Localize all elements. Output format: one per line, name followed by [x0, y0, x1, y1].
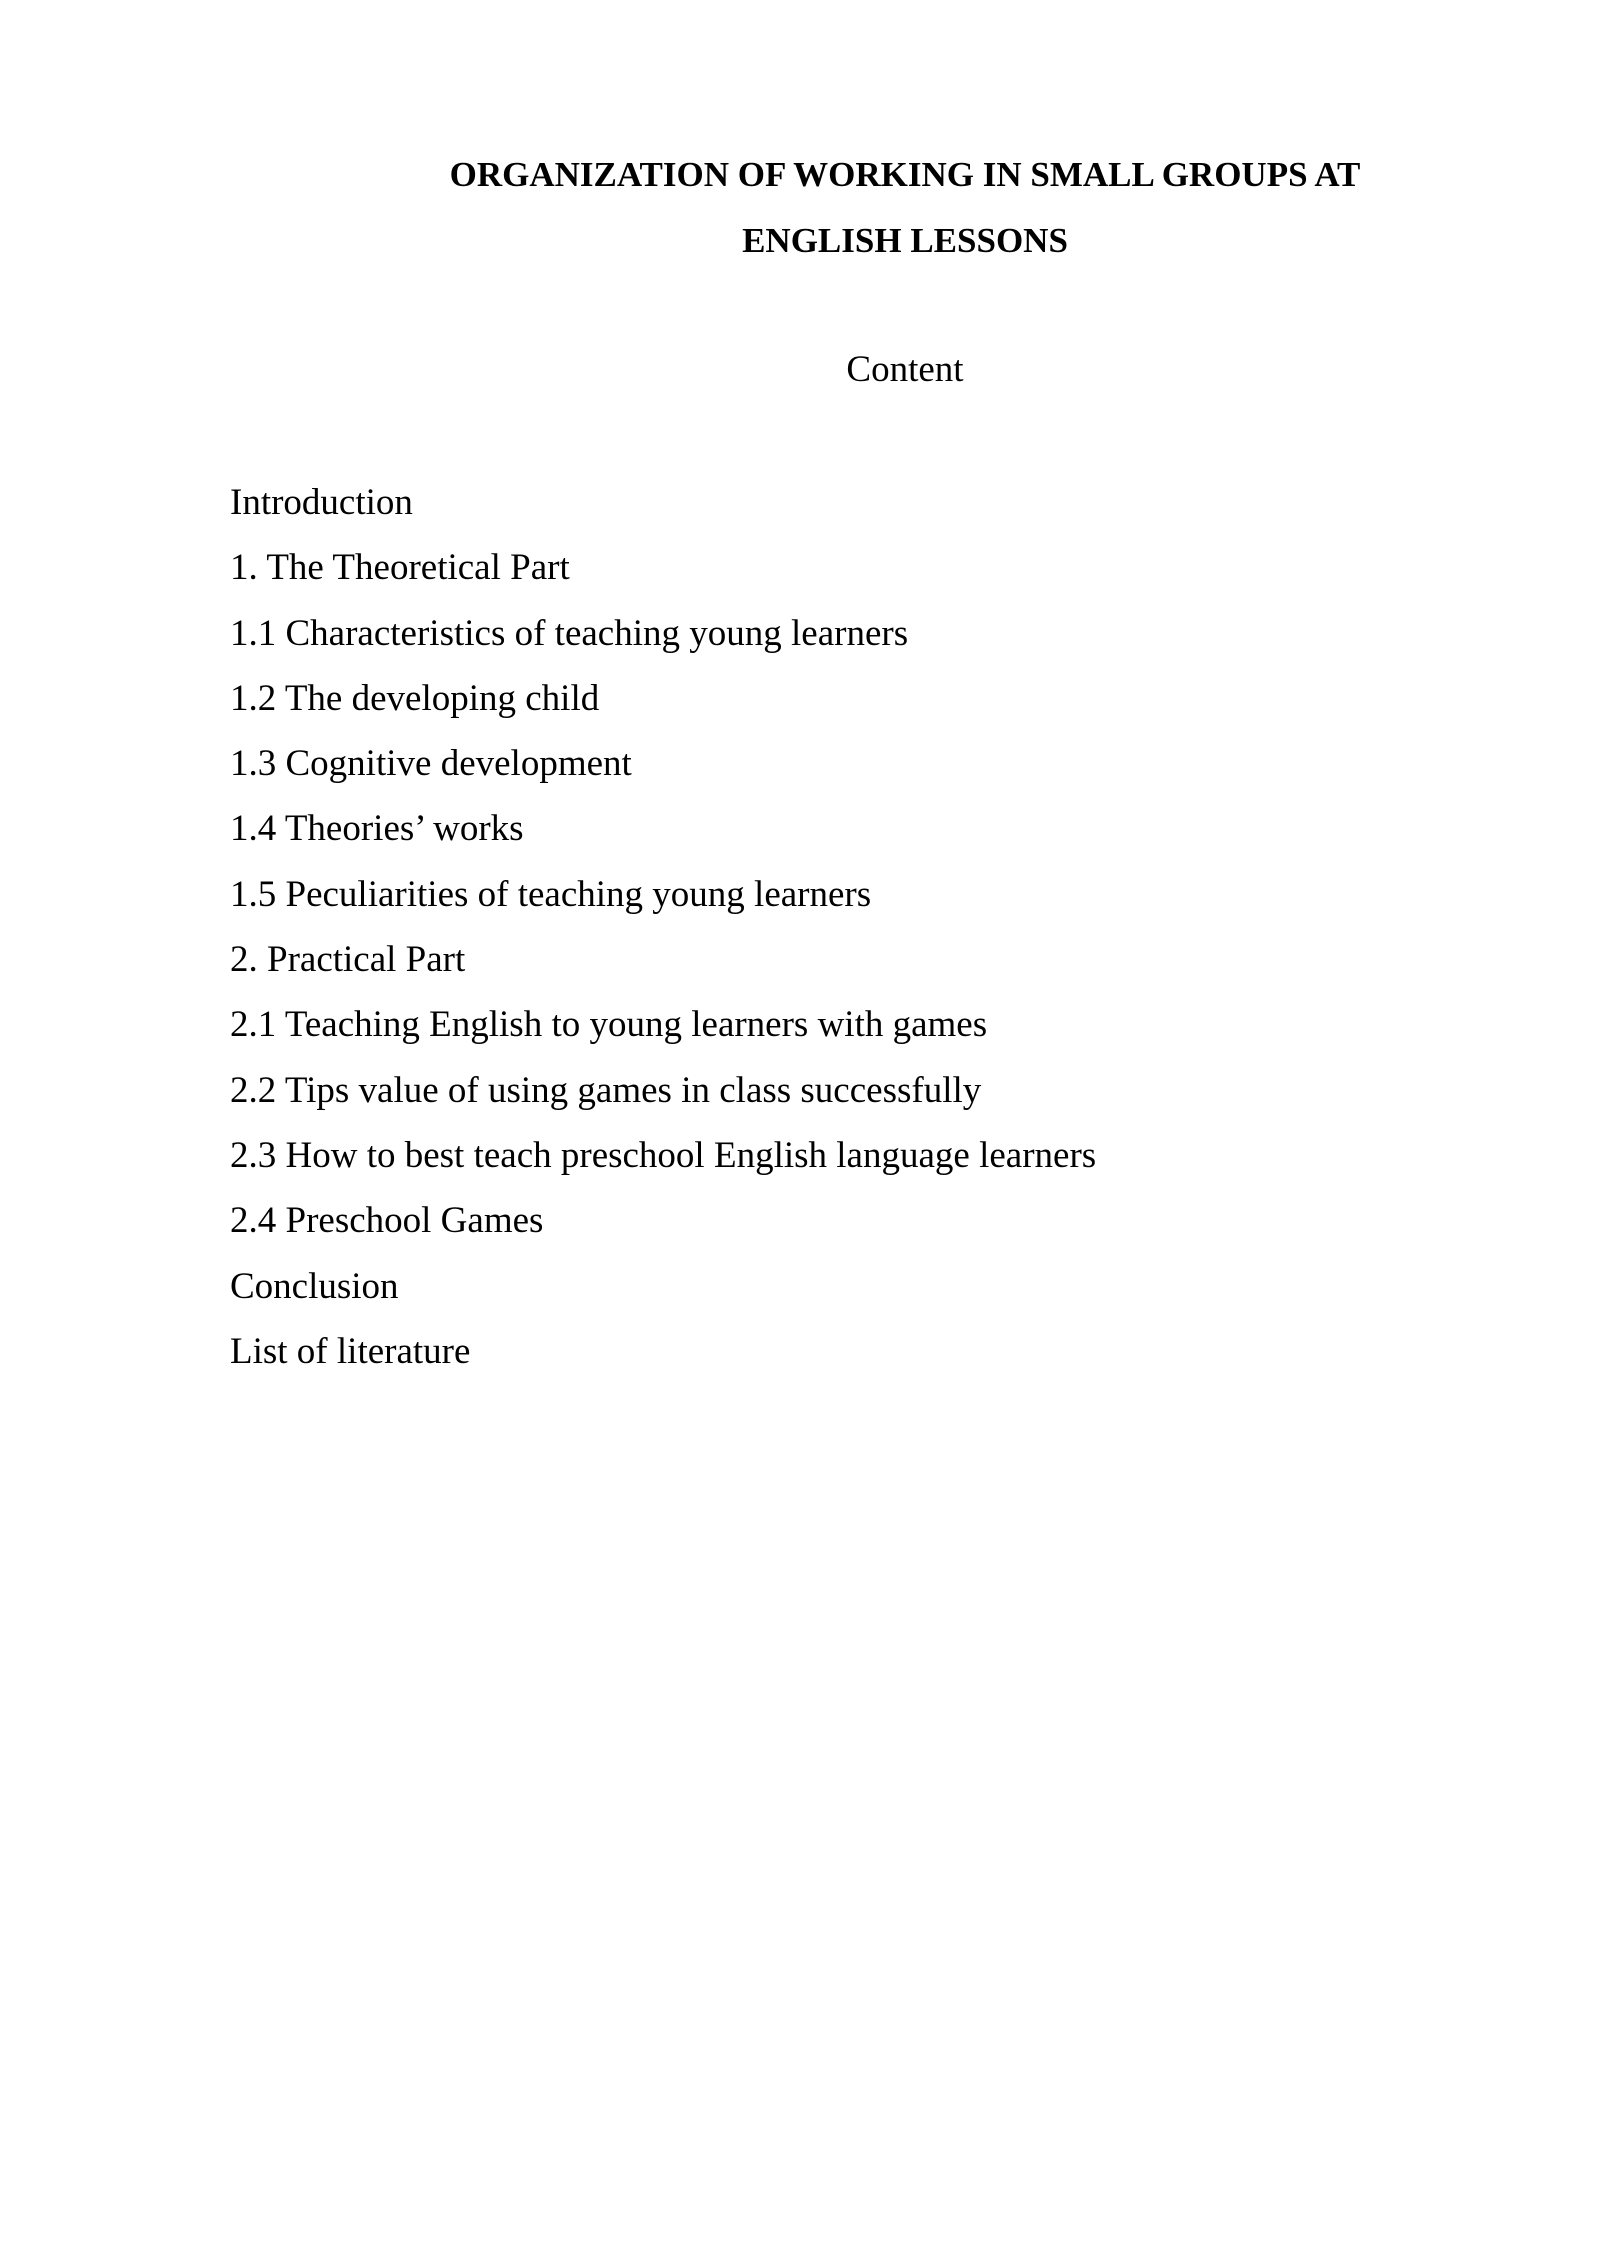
document-title	[230, 142, 1580, 274]
table-of-contents	[230, 470, 1480, 1384]
document-title-line-1: ORGANIZATION OF WORKING IN SMALL GROUPS AT	[449, 155, 1361, 194]
toc-item-2-2: 2.2 Tips value of using games in class successfully	[230, 1069, 982, 1111]
content-heading: Content	[846, 349, 964, 390]
toc-item-1-5: 1.5 Peculiarities of teaching young learners	[230, 873, 872, 915]
toc-item-1-1: 1.1 Characteristics of teaching young learners	[230, 612, 909, 654]
toc-item-1-3: 1.3 Cognitive development	[230, 743, 632, 785]
toc-item-introduction: Introduction	[230, 482, 413, 523]
toc-item-list-of-literature: List of literature	[230, 1330, 471, 1372]
toc-item-conclusion: Conclusion	[230, 1265, 399, 1307]
toc-item-2-1: 2.1 Teaching English to young learners with games	[230, 1004, 988, 1046]
toc-item-practical-part: 2. Practical Part	[230, 939, 466, 981]
toc-item-1-2: 1.2 The developing child	[230, 677, 600, 719]
toc-item-1-4: 1.4 Theories’ works	[230, 808, 524, 850]
toc-item-theoretical-part: 1. The Theoretical Part	[230, 547, 570, 589]
document-title-line-2: ENGLISH LESSONS	[742, 221, 1068, 260]
toc-item-2-3: 2.3 How to best teach preschool English language learners	[230, 1134, 1097, 1176]
toc-item-2-4: 2.4 Preschool Games	[230, 1200, 544, 1242]
